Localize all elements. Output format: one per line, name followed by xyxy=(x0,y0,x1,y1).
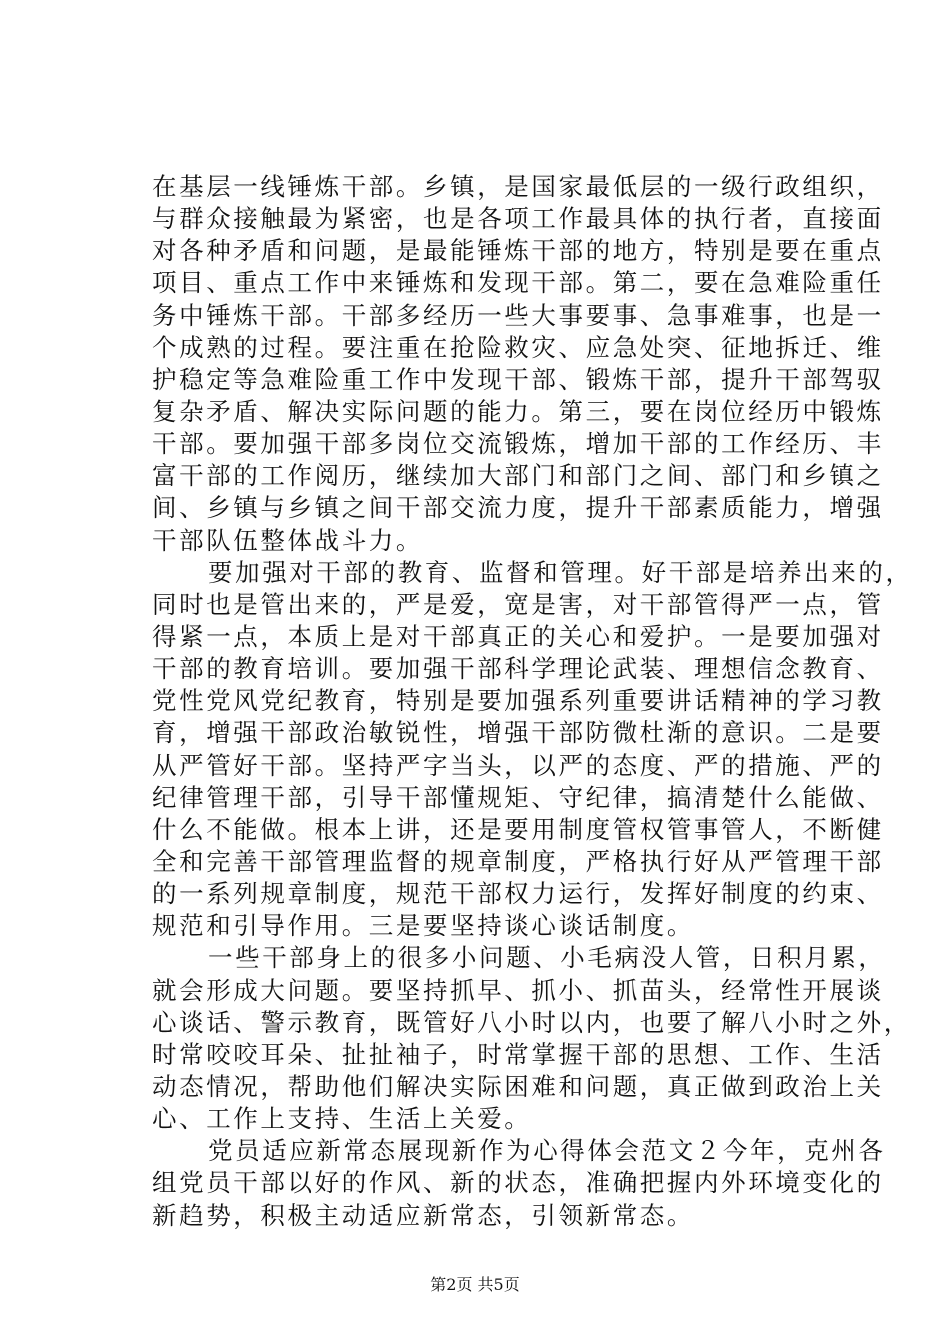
text-line: 富干部的工作阅历，继续加大部门和部门之间、部门和乡镇之 xyxy=(152,461,884,491)
text-line: 间、乡镇与乡镇之间干部交流力度，提升干部素质能力，增强 xyxy=(152,493,884,523)
text-line: 得紧一点，本质上是对干部真正的关心和爱护。一是要加强对 xyxy=(152,621,884,651)
text-line: 对各种矛盾和问题，是最能锤炼干部的地方，特别是要在重点 xyxy=(152,236,884,266)
paragraph xyxy=(152,1135,886,1231)
page-footer: 第2页 共5页 xyxy=(430,1275,520,1294)
text-line: 党性党风党纪教育，特别是要加强系列重要讲话精神的学习教 xyxy=(152,686,884,716)
text-line: 组党员干部以好的作风、新的状态，准确把握内外环境变化的 xyxy=(152,1168,884,1198)
text-line: 项目、重点工作中来锤炼和发现干部。第二，要在急难险重任 xyxy=(152,268,884,298)
text-line: 规范和引导作用。三是要坚持谈心谈话制度。 xyxy=(152,911,694,941)
text-line: 的一系列规章制度，规范干部权力运行，发挥好制度的约束、 xyxy=(152,879,884,909)
text-line: 从严管好干部。坚持严字当头，以严的态度、严的措施、严的 xyxy=(152,750,884,780)
text-line: 要加强对干部的教育、监督和管理。好干部是培养出来的， xyxy=(208,557,913,587)
text-line: 干部队伍整体战斗力。 xyxy=(152,525,423,555)
text-line: 什么不能做。根本上讲，还是要用制度管权管事管人，不断健 xyxy=(152,814,884,844)
text-line: 新趋势，积极主动适应新常态，引领新常态。 xyxy=(152,1200,694,1230)
text-line: 心、工作上支持、生活上关爱。 xyxy=(152,1104,532,1134)
text-line: 动态情况，帮助他们解决实际困难和问题，真正做到政治上关 xyxy=(152,1071,884,1101)
text-line: 护稳定等急难险重工作中发现干部、锻炼干部，提升干部驾驭 xyxy=(152,364,884,394)
document-body xyxy=(152,171,913,1232)
text-line: 心谈话、警示教育，既管好八小时以内，也要了解八小时之外， xyxy=(152,1007,911,1037)
text-line: 同时也是管出来的，严是爱，宽是害，对干部管得严一点，管 xyxy=(152,589,884,619)
text-line: 复杂矛盾、解决实际问题的能力。第三，要在岗位经历中锻炼 xyxy=(152,396,884,426)
text-line: 党员适应新常态展现新作为心得体会范文２今年，克州各 xyxy=(208,1136,886,1166)
paragraph xyxy=(152,942,911,1135)
text-line: 个成熟的过程。要注重在抢险救灾、应急处突、征地拆迁、维 xyxy=(152,332,884,362)
paragraph xyxy=(152,557,913,943)
text-line: 时常咬咬耳朵、扯扯袖子，时常掌握干部的思想、工作、生活 xyxy=(152,1039,884,1069)
text-line: 育，增强干部政治敏锐性，增强干部防微杜渐的意识。二是要 xyxy=(152,718,884,748)
text-line: 务中锤炼干部。干部多经历一些大事要事、急事难事，也是一 xyxy=(152,300,884,330)
paragraph xyxy=(152,171,884,557)
text-line: 与群众接触最为紧密，也是各项工作最具体的执行者，直接面 xyxy=(152,204,884,234)
text-line: 干部。要加强干部多岗位交流锻炼，增加干部的工作经历、丰 xyxy=(152,429,884,459)
text-line: 干部的教育培训。要加强干部科学理论武装、理想信念教育、 xyxy=(152,654,884,684)
text-line: 一些干部身上的很多小问题、小毛病没人管，日积月累， xyxy=(208,943,886,973)
text-line: 就会形成大问题。要坚持抓早、抓小、抓苗头，经常性开展谈 xyxy=(152,975,884,1005)
text-line: 在基层一线锤炼干部。乡镇，是国家最低层的一级行政组织， xyxy=(152,172,884,201)
text-line: 纪律管理干部，引导干部懂规矩、守纪律，搞清楚什么能做、 xyxy=(152,782,884,812)
text-line: 全和完善干部管理监督的规章制度，严格执行好从严管理干部 xyxy=(152,846,884,876)
